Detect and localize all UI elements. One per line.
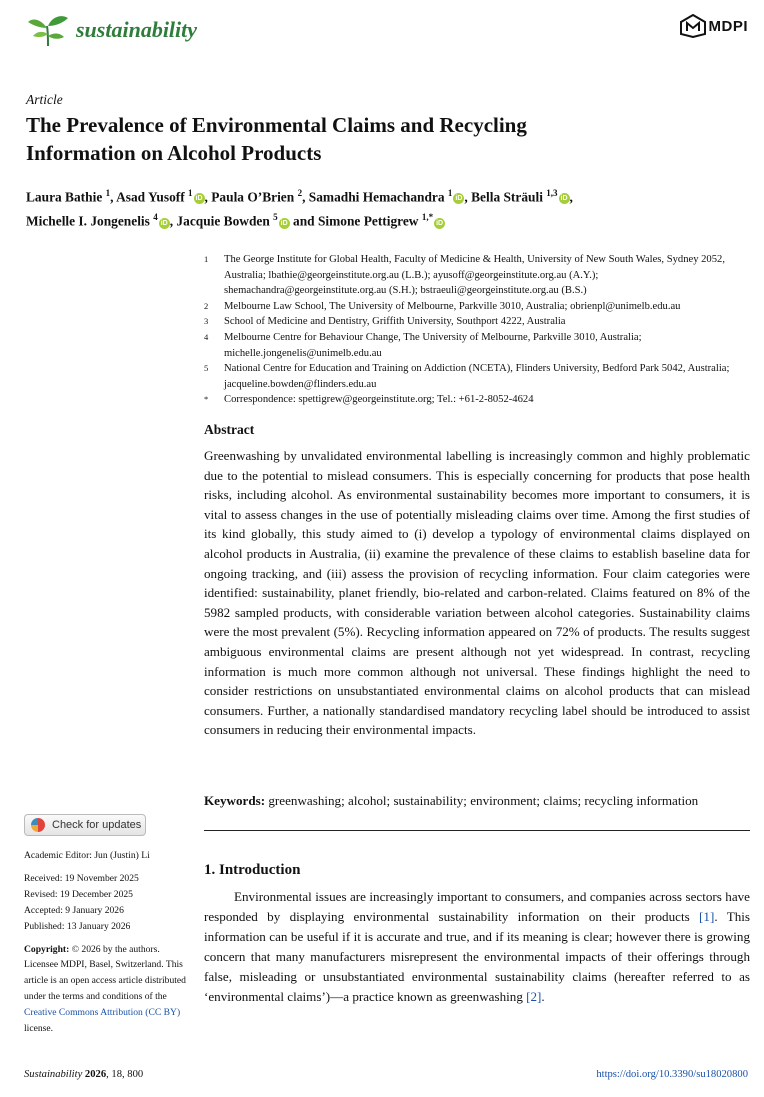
abstract-text: Greenwashing by unvalidated environmental labelling is increasingly common and highly problematic due to the potential to mislead consumers. This is especially concerning for products that pose health risks, including alcohol. As environmental sustainability becomes more important to consumers, it is vital to assess changes in the use of potentially misleading claims over time. Among the first studies of its kind globally, this study aimed to (i) develop a typology of environmental claims displayed on alcohol products in Australia, (ii) examine the prevalence of these claims to establish baseline data for ongoing tracking, and (iii) assess the provision of recycling information. Four claim categories were identified: sustainability, planet friendly, bio-related and carbon-related. Claims featured on 8% of the 5982 sampled products, with considerable variation between alcohol categories. Sustainability claims were the most prevalent (5%). Recycling information appeared on 72% of products. The results suggest ambiguous environmental claims are present although not yet widespread. In contrast, recycling information is much more common although not universal. These findings highlight the need to consider restrictions on unsubstantiated environmental claims on alcohol products that can mislead consumers. Further, a nationally standardised mandatory recycling label should be introduced to assist consumers in reducing their environmental impacts.	[204, 448, 750, 738]
title-line-2: Information on Alcohol Products	[26, 141, 322, 165]
affiliation-item: 4 Melbourne Centre for Behaviour Change, The University of Melbourne, Parkville 3010, Australia; michelle.jongenelis@unimelb.edu.au	[204, 331, 642, 359]
publisher-name: MDPI	[708, 17, 748, 35]
affiliation-item: 3 School of Medicine and Dentistry, Griffith University, Southport 4222, Australia	[204, 316, 566, 328]
author-affiliation-sup: 1,3	[546, 188, 558, 198]
affiliations	[204, 252, 744, 408]
author-affiliation-sup: 1	[105, 188, 111, 198]
citation-link[interactable]: [1]	[699, 909, 715, 924]
author-affiliation-sup: 1,*	[421, 212, 434, 223]
accepted-date: Accepted: 9 January 2026	[24, 904, 124, 916]
author-list	[26, 183, 746, 232]
author[interactable]: Jacquie Bowden	[176, 213, 270, 229]
article-type: Article	[26, 92, 63, 107]
doi-link[interactable]: https://doi.org/10.3390/su18020800	[596, 1069, 748, 1080]
author-affiliation-sup: 1	[447, 188, 453, 198]
title-line-1: The Prevalence of Environmental Claims and Recycling	[26, 113, 527, 137]
author-affiliation-sup: 4	[153, 212, 158, 223]
academic-editor: Academic Editor: Jun (Justin) Li	[24, 850, 150, 861]
article-title	[26, 111, 726, 167]
affiliation-item: 2 Melbourne Law School, The University of Melbourne, Parkville 3010, Australia; obrienpl@unimelb.edu.au	[204, 300, 681, 312]
keywords-text: greenwashing; alcohol; sustainability; environment; claims; recycling information	[265, 793, 699, 808]
copyright-notice: Copyright: © 2026 by the authors. Licensee MDPI, Basel, Switzerland. This article is an open access article distributed under the terms and conditions of the Creative Commons Attribution (CC BY) license.	[24, 943, 186, 1035]
author[interactable]: Laura Bathie	[26, 189, 103, 205]
orcid-icon[interactable]: iD	[195, 195, 203, 203]
orcid-icon[interactable]: iD	[160, 219, 168, 227]
check-for-updates-icon	[31, 818, 45, 832]
journal-logo[interactable]	[26, 10, 246, 50]
check-for-updates-label: Check for updates	[52, 819, 142, 831]
mdpi-logo-icon	[680, 14, 706, 38]
published-date: Published: 13 January 2026	[24, 920, 131, 932]
orcid-icon[interactable]: iD	[280, 219, 288, 227]
author-affiliation-sup: 1	[188, 188, 193, 198]
correspondence: * Correspondence: spettigrew@georgeinstitute.org; Tel.: +61-2-8052-4624	[204, 394, 534, 406]
keywords-label: Keywords:	[204, 793, 266, 808]
author-affiliation-sup: 2	[297, 188, 303, 198]
author[interactable]: Samadhi Hemachandra	[308, 189, 445, 205]
revised-date: Revised: 19 December 2025	[24, 888, 133, 900]
orcid-icon[interactable]: iD	[560, 195, 568, 203]
author[interactable]: Bella Sträuli	[471, 189, 543, 205]
footer-citation: Sustainability 2026, 18, 800	[24, 1069, 144, 1080]
affiliation-item: 1 The George Institute for Global Health, Faculty of Medicine & Health, University of New South Wales, Sydney 2052, Australia; lbathie@georgeinstitute.org.au (L.B.); ayusoff@georgeinstitute.org.au (A.Y.); shemachandra@georgeinstitute.org.au (S.H.); bstraeuli@georgeinstitute.org.au (B.S.)	[204, 254, 725, 297]
publisher-logo[interactable]	[680, 14, 749, 38]
orcid-icon[interactable]: iD	[436, 219, 444, 227]
author-affiliation-sup: 5	[273, 212, 278, 223]
affiliation-item: 5 National Centre for Education and Training on Addiction (NCETA), Flinders University, Bedford Park 5042, Australia; jacqueline.bowden@flinders.edu.au	[204, 363, 730, 390]
author[interactable]: Michelle I. Jongenelis	[26, 213, 150, 229]
check-for-updates-button[interactable]	[24, 814, 146, 836]
citation-link[interactable]: [2]	[526, 989, 542, 1004]
orcid-icon[interactable]: iD	[455, 195, 463, 203]
license-link[interactable]: Creative Commons Attribution (CC BY)	[24, 1007, 181, 1019]
article-metadata-sidebar	[24, 848, 189, 1037]
author[interactable]: Simone Pettigrew	[317, 213, 419, 229]
author[interactable]: Paula O’Brien	[211, 189, 295, 205]
journal-name: sustainability	[76, 17, 198, 42]
introduction-heading: 1. Introduction	[204, 862, 301, 878]
plant-logo-icon	[26, 12, 70, 48]
author[interactable]: Asad Yusoff	[116, 189, 185, 205]
received-date: Received: 19 November 2025	[24, 872, 139, 884]
abstract-heading: Abstract	[204, 422, 255, 437]
author-line-1: Laura Bathie $^1$, Asad Yusoff $^1$iD , Paula O’Brien $^2$, Samadhi Hemachandra $^1$iD , Bella Sträuli $^{1,3}$iD ,	[26, 188, 573, 205]
section-divider	[204, 830, 750, 831]
author-line-2: Michelle I. Jongenelis $^4$iD , Jacquie Bowden $^5$iD and Simone Pettigrew $^{1,*}$iD	[26, 212, 444, 229]
keywords	[204, 793, 750, 809]
introduction-paragraph: Environmental issues are increasingly important to consumers, and companies across sectors have responded by displaying environmental sustainability information on their products [1]. This information can be useful if it is accurate and true, and if its meaning is clear; however there is growing concern that many manufacturers misrepresent the environmental impacts of their offerings through false, misleading or unsubstantiated environmental sustainability claims (hereafter referred to as ‘environmental claims’)—a practice known as greenwashing [2].	[204, 889, 750, 1004]
